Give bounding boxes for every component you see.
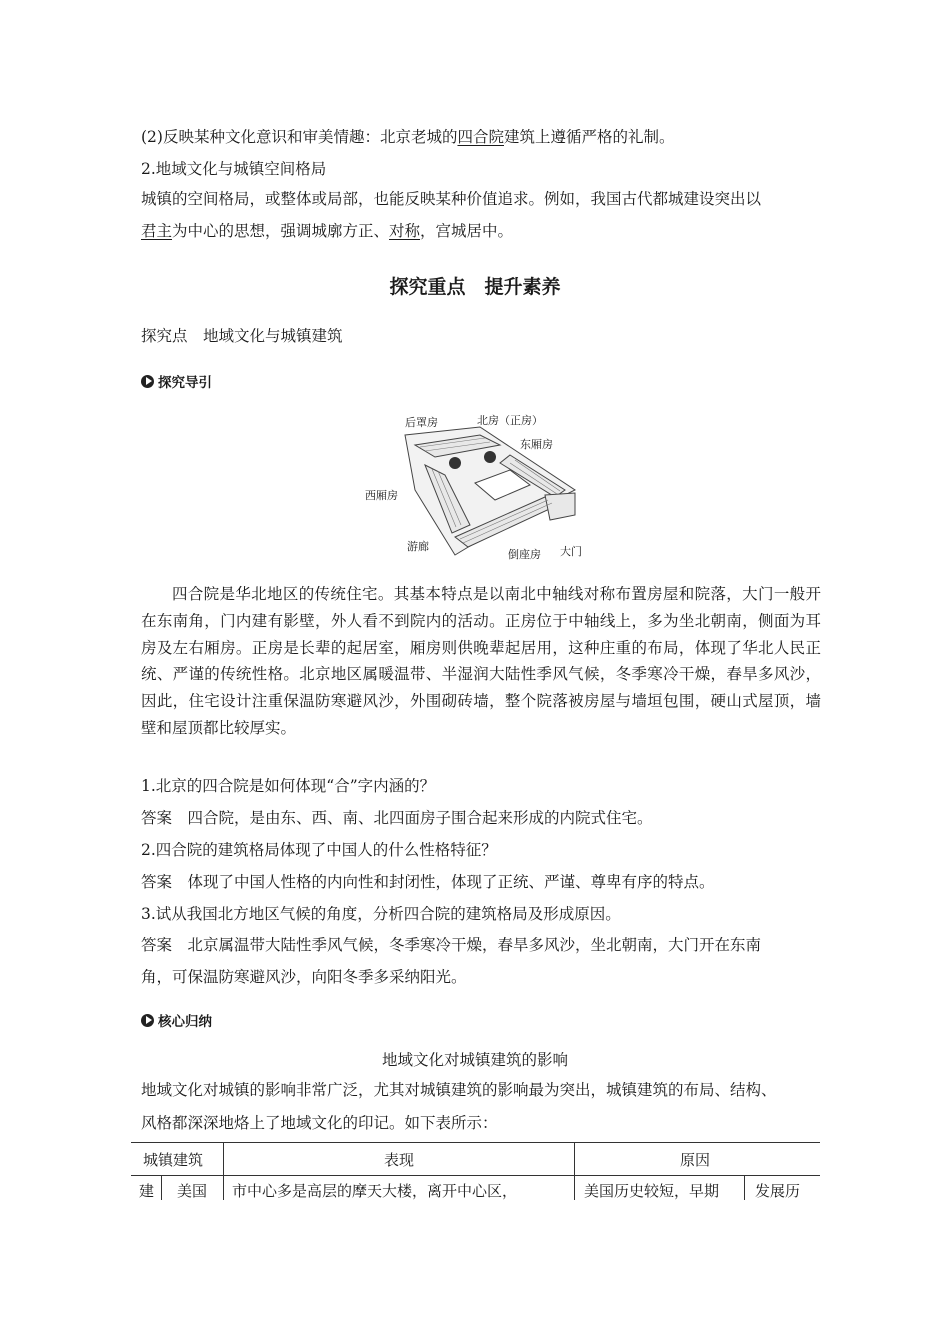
question-1: 1.北京的四合院是如何体现“合”字内涵的？	[141, 777, 436, 795]
table-header: 城镇建筑	[143, 1151, 204, 1169]
label-houzhaofang: 后罩房	[405, 416, 438, 429]
section-heading-guide: 探究导引	[141, 371, 212, 391]
text-line-3: 城镇的空间格局，或整体或局部，也能反映某种价值追求。例如，我国古代都城建设突出以	[141, 190, 762, 208]
label-dongxiangfang: 东厢房	[520, 438, 553, 451]
table-rule	[131, 1175, 820, 1176]
subheading-2: 2.地域文化与城镇空间格局	[141, 160, 327, 178]
explore-point: 探究点 地域文化与城镇建筑	[141, 327, 343, 345]
table-cell: 市中心多是高层的摩天大楼，离开中心区，	[232, 1182, 518, 1200]
table-cell: 美国	[177, 1182, 208, 1200]
label-daozuofang: 倒座房	[508, 548, 541, 561]
label-beifang: 北房（正房）	[477, 414, 543, 427]
underlined-term: 对称	[389, 222, 421, 240]
table-cell: 美国历史较短，早期	[584, 1182, 720, 1200]
table-cell: 发展历	[755, 1182, 801, 1200]
play-circle-icon	[141, 375, 154, 388]
answer-1: 答案 四合院，是由东、西、南、北四面房子围合起来形成的内院式住宅。	[141, 809, 653, 827]
summary-line-2: 风格都深深地烙上了地域文化的印记。如下表所示：	[141, 1114, 498, 1132]
section-heading-summary: 核心归纳	[141, 1010, 212, 1030]
summary-line-1: 地域文化对城镇的影响非常广泛，尤其对城镇建筑的影响最为突出，城镇建筑的布局、结构、	[141, 1081, 777, 1099]
label-youlang: 游廊	[407, 540, 429, 553]
table-rule	[574, 1143, 575, 1200]
question-3: 3.试从我国北方地区气候的角度，分析四合院的建筑格局及形成原因。	[141, 905, 621, 923]
table-rule	[161, 1176, 162, 1200]
underlined-term: 四合院	[457, 128, 504, 146]
table-header: 表现	[384, 1151, 415, 1169]
influence-table	[131, 1142, 820, 1200]
siheyuan-paragraph: 四合院是华北地区的传统住宅。其基本特点是以南北中轴线对称布置房屋和院落，大门一般开在东南角，门内建有影壁，外人看不到院内的活动。正房位于中轴线上，多为坐北朝南，侧面为耳房及左右厢房。正房是长辈的起居室，厢房则供晚辈起居用，这种庄重的布局，体现了华北人民正统、严谨的传统性格。北京地区属暖温带、半湿润大陆性季风气候，冬季寒冷干燥，春旱多风沙，因此，住宅设计注重保温防寒避风沙，外围砌砖墙，整个院落被房屋与墙垣包围，硬山式屋顶，墙壁和屋顶都比较厚实。	[141, 585, 821, 737]
text-line-1: (2)反映某种文化意识和审美情趣：北京老城的四合院建筑上遵循严格的礼制。	[141, 128, 675, 146]
table-rule	[744, 1176, 745, 1200]
text-line-4: 君主为中心的思想，强调城廓方正、对称，宫城居中。	[141, 222, 514, 240]
question-2: 2.四合院的建筑格局体现了中国人的什么性格特征？	[141, 841, 497, 859]
play-circle-icon	[141, 1014, 154, 1027]
underlined-term: 君主	[141, 222, 173, 240]
table-rule	[223, 1143, 224, 1200]
table-header: 原因	[680, 1151, 711, 1169]
siheyuan-illustration	[360, 405, 600, 565]
label-damen: 大门	[560, 545, 582, 558]
table-cell: 建	[139, 1182, 155, 1200]
label-xixiangfang: 西厢房	[365, 489, 398, 502]
answer-3-line-1: 答案 北京属温带大陆性季风气候，冬季寒冷干燥，春旱多风沙，坐北朝南，大门开在东南	[141, 936, 762, 954]
page-title: 探究重点 提升素养	[389, 276, 561, 298]
siheyuan-figure	[360, 405, 600, 565]
answer-3-line-2: 角，可保温防寒避风沙，向阳冬季多采纳阳光。	[141, 968, 467, 986]
answer-2: 答案 体现了中国人性格的内向性和封闭性，体现了正统、严谨、尊卑有序的特点。	[141, 873, 715, 891]
summary-title: 地域文化对城镇建筑的影响	[381, 1051, 568, 1069]
